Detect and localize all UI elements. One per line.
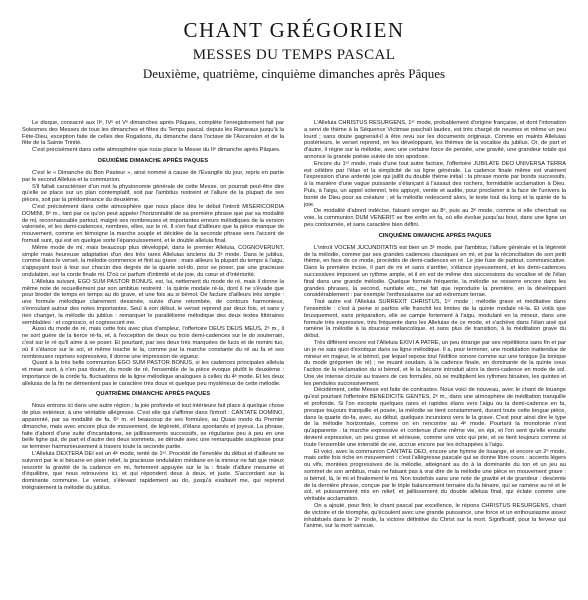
left-column <box>22 120 284 590</box>
body-paragraph: C'est précisément dans cette atmosphère que nous place la Messe du IIᵉ dimanche après Pâques. <box>32 147 281 154</box>
body-paragraph: De modalité d'abord indécise, faisant songer au 8ᵉ, puis au 3ᵉ mode, comme si elle cherchait sa voie, la communion DUM VENERIT se fixe enfin en fa, où elle évolue jusqu'au bout, dans une ligne un peu contournée, et sans caractère bien défini. <box>304 208 566 228</box>
body-paragraph: C'est précisément dans cette atmosphère que nous place dès le début l'introït MISERICORDIA DOMINI, 8ᵉ m., tant par ce qu'on peut appeler l'horizontalité de sa première phrase que par sa modalité de mi, reconnaissable partout, malgré ses nombreuses et importantes erreurs mélodiques de la version valorisée, et les demi-cadences, nombres, elles, sur le ré. Il s'en faut d'ailleurs que la pièce manque de mouvement, comme en témoigne la marche souple et décidée de la seconde phrase vers l'accent de formati sunt, qui est en quelque sorte l'épanouissement, et le double alleluia final. <box>22 203 284 244</box>
header <box>0 18 588 82</box>
body-paragraph: L'Alleluia CHRISTUS RESURGENS, 1ᵉʳ mode, probablement d'origine française, et dont l'intonation a servi de thème à la Séquence Victimae paschali laudes, est très chargé de neumes et même un peu lourd ; sans doute gagnerait-il à être revu sur les documents originaux. Comme en maints Alleluias postérieurs, le verset reprend, en les développant, les thèmes de la vocalise du jubilus. Or, de part et d'autre, il règne sur la mélodie, avec une certaine force de pensée, une gravité, une grandeur totale qui annonce la grande poésie suivie de son apodose. <box>304 120 566 160</box>
text-columns <box>22 120 566 590</box>
body-paragraph: L'introït VOCEM JUCUNDITATIS est bien un 3ᵉ mode, par l'ambitus, l'allure générale et la légèreté de la mélodie, comme par ses grandes cadences classiques en mi, et par la réconciliation de son petit thème, en face de ce mode, procédés de demi-cadences en ré. Le joie fuse de partout, communicative. Dans la première incise, il part de mi et sans s'arrêter, s'élance joyeusement, et les demi-cadences successives imposent un rythme ample, et il en est de même des successions du vocalise et de l'élan final dans une grande mélodie. Quelque formule fréquente, la mélodie se resserre encore dans les grandes phrases, la second, nuntiate etc., ne fait que reproduire la première, en la développant considérablement : par exemple l'enthousiasme sur ad extremum terrae. <box>304 244 566 299</box>
body-paragraph: Le disque, consacré aux IIᵉ, IVᵉ et Vᵉ dimanches après Pâques, complète l'enregistrement fait par Solesmes des Messes de tous les dimanches et fêtes du Temps pascal, depuis les Rameaux jusqu'à la Fête-Dieu, exception faite de celles des Rogations, du dimanche dans l'octave de l'Ascension et de la fête de la Sainte Trinité. <box>22 120 284 147</box>
body-paragraph: Tout autre est l'Alleluia SURREXIT CHRISTUS, 1ᵉʳ mode ; mélodie grave et méditative dans l'ensemble : c'est à peine si parfois elle franchit les limites de la quinte modale ré-la. Et voilà que brusquement, sans préparation, elle se campe fortement à l'aigu, modulant en la mineur, dans une formule très expressive, très fréquente dans les Alleluias de ce mode, et s'achève dans l'élan aisé qui ramène la mélodie à la douceur mélancolique, et sans plus de transition, à la méditation grave du début. <box>304 299 566 340</box>
body-paragraph: Décidément, cette Messe est faite de contrastes. Nous voici de nouveau, avec le chant de louange qu'est pourtant l'offertoire BENEDICITE GENTES, 2ᵉ m., dans une atmosphère de méditation tranquille et profonde. Si l'on excepte quelques rares et rapides élans vers l'aigu ou la demi-cadence en fa, presque toujours tranquille et posée, la mélodie se tient constamment, durant toute cette longue pièce, dans la quarte do-fa, avec, au début, quelques incursions vers le la grave. C'est pour ainsi dire le type de la mélodie horizontale, comme on en rencontre au 4ᵉ mode. Pourtant la monotonie n'est qu'apparente : la marche expressive et contenue d'une même vie, en épi, et l'on sent qu'elle ensuite devient expressive, un peu grave et sérieuse, comme une voix qui prie, et se tient toujours comme si toute l'ensemble une intensité de vie, accrue encore par les échappées à l'aigu. <box>304 387 566 448</box>
body-paragraph: L'Alleluia suivant, EGO SUM PASTOR BONUS, est, lui, nettement du mode de ré, mais il donne la même note de recueillement par son ambitus restreint : la quinte modale ré-la, dont il ne s'évade que pour broder de temps en temps au do grave, et une fois au si bémol. De facture d'ailleurs très simple : une formule mélodique clairement dessinée, suivie d'une retombée, de contours harmonieux, s'enroulant autour des notes importantes. Seul à son début, le verset reprend par deux fois, et sans y rien changer, la mélodie du jubilus : remarquer le parallélisme mélodique des deux textes littéraires semblables : et cognosco, et cognoscunt me. <box>22 278 284 326</box>
page-subsubtitle: Deuxième, quatrième, cinquième dimanches après Pâques <box>142 66 446 81</box>
body-paragraph: Quant à la très belle communion EGO SUM PASTOR BONUS, si les cadences principales alleluia et meae sunt, à n'en pas douter, du mode de ré, l'ensemble de la pièce évoque plutôt le deuxième : importance de la corde fa, fluctuations de la ligne mélodique analogues à celles du 4ᵉ mode. Et les deux alleluias de la fin ne démentent pas le caractère très doux et quelque peu mystérieux de cette mélodie. <box>22 360 284 387</box>
body-paragraph: S'il fallait caractériser d'un mot la physionomie générale de cette Messe, on pourrait peut-être dire qu'elle se place sur un plan contemplatif, soit par l'ambitus restreint et l'allure de la plupart de ses pièces, soit par la prédominance du deuxième. <box>22 183 284 204</box>
page-subtitle: MESSES DU TEMPS PASCAL <box>192 47 396 63</box>
section-heading: CINQUIÈME DIMANCHE APRÈS PAQUES <box>378 232 492 239</box>
body-paragraph: Nous entrons ici dans une autre région ; la joie profonde et tout intérieure fait place à quelque chose de plus extérieur, à une véritable allégresse. C'est elle qui s'affirme dans l'introït : CANTATE DOMINO, apparenté, par sa modalité de fa, 6ᵉ m. et beaucoup de ses formules, au Quasi modo du Premier dimanche, mais avec encore plus de mouvement, de légèreté, d'élans spontanés et joyeux. La phrase, faite d'abord d'une suite d'incantations, se jaillissements successifs, se régularise peu à peu en une belle ligne qui, de part et d'autre des deux sommets, se déroule avec une remarquable souplesse pour se terminer harmonieusement à travers toute la seconde partie. <box>22 403 284 451</box>
body-paragraph: Aussi du mode de ré, mais cette fois avec plus d'ampleur, l'offertoire DEUS DEUS MEUS, 2ᵉ m., il ne sort guère de la tierce ré-fa, et, à l'exception de deux ou trois demi-cadences sur le do souterrain, c'est sur le ré qu'il aime à se poser. Et pourtant, par ses deux très marquées de lucis et de nomini tuo, où il s'élance sur le sol, et même touche le la, comme par la marche constante du ré au fa et ses nombreuses reprises expressives, il donne une impression de vigueur. <box>22 326 284 360</box>
section-heading: DEUXIÈME DIMANCHE APRÈS PAQUES <box>97 157 209 164</box>
body-paragraph: Et voici, avec la communion CANTATE DEO, encore une hymne de louange, et encore un 2ᵉ mode, mais cette fois riche en mouvement : c'est l'allégresse pascale qui se donne libre cours : accents légers ou vifs, montées progressives de la mélodie, atteignant au do à la dominante du ton et un jeu au sommet de son ambitus, mais ne faisant pas à vrai dire de la mélodie une pièce en mouvement grave : si bémol, là, le mi et finalement le mi. Non toutefois sans une note de gravité et de grandeur : descente de la dernière phrase, conçue par le triple balancement ternaire du fa binaire, qui se ramène au ré et le sol, et puissamment mis en relief, et jaillissement du double alleluia final, qui éclate comme une véritable acclamation. <box>304 448 566 503</box>
body-paragraph: Même mode de mi, mais beaucoup plus développé, dans le premier Alleluia, COGNOVERUNT, simple mais heureuse adaptation d'un des très rares Alleluias anciens du 3ᵉ mode. Dans le jubilus, comme dans le verset, la mélodie commence et finit au grave ; mais ailleurs la plupart du temps à l'aigu, s'appuyant tour à tour sur chacun des degrés de la quarte sol-do, pour se poser, par une gracieuse ondulation, sur la corde finale mi. D'où ce parfum d'intimité et de joie, du cœur et d'intériorité. <box>22 244 284 278</box>
body-paragraph: C'est le « Dimanche du Bon Pasteur », ainsi nommé à cause de l'Évangile du jour, repris en partie par le second Alleluia et la communion. <box>22 169 284 183</box>
body-paragraph: On a ajouté, pour finir, le chant pascal par excellence, le répons CHRISTUS RESURGENS, chant de victoire et de triomphe, qu'écoulent avec une grande puissance, une force et un enthousiasme assez inhabituels dans le 2ᵉ mode, la victoire définitive du Christ sur la mort. Significatif, pour la ferveur qui l'anime, sur la mort vaincue. <box>304 503 566 530</box>
page-title: CHANT GRÉGORIEN <box>183 18 405 42</box>
section-heading: QUATRIÈME DIMANCHE APRÈS PAQUES <box>95 391 211 398</box>
body-paragraph: Très différent encore est l'Alleluia EXIVI A PATRE, un peu étrange par ses répétitions sans fin et par un je ne sais quoi d'exotique dans sa ligne mélodique. Il a, pour terminer, une modulation inattendue de mineur en majeur, le si bémol, par lequel repose tout l'édifice sonore comme sur une tonique (la tonique du mode grégorien de ré) ; ne muant soudain, à la cadence finale, en dominante de la quinte sous l'action de la réclamation du si bémol, et le la bécarre introduit alors la demi-cadence en mode de sol. Une vie intense circule au travers de ces formules, où se multiplient les rythmes binaires, les quintes et les pendules successivement. <box>304 339 566 387</box>
body-paragraph: L'Alleluia DEXTERA DEI est un 4ᵉ mode, tenté de 1ᵉʳ. Procédé de l'envolée du début et d'ailleurs se suivront par le si bécarre en plein relief, la gracieuse ondulation médiane en la mineur ne fait que mieux ressortir la gravité de la cadence en mi, fortement appuyée sur le la : finale d'allure mesurée et d'équilibre, que nous retrouvons ici, et qui répondent deux à deux, et juste. S'accordant sur la dominante commune. Le verset, s'élevant rapidement au do, jusqu'à exaltavit me, qui reprend intégralement la mélodie du jubilus. <box>22 451 284 492</box>
right-column <box>304 120 566 590</box>
body-paragraph: Encore du 1ᵉʳ mode, mais d'une tout autre facture, l'offertoire JUBILATE DEO UNIVERSA TERRA est célèbre par l'élan et la simplicité de sa ligne générale. La cadence finale même est vraiment l'expression d'une ardente joie qui jaillit du double thème initial : la phrase monte par bonds successifs, à la manière d'une vague puissante s'élançant à l'assaut des rochers, formidable acclamation à Dieu. Puis, à l'aigu, un appel solennel, très appuyé, venite et audite, pour proclamer à la face de l'univers la bonté de Dieu pour sa créature ; et la mélodie redescend alors, le texte tout du long et la quinte de la joie. <box>304 160 566 208</box>
